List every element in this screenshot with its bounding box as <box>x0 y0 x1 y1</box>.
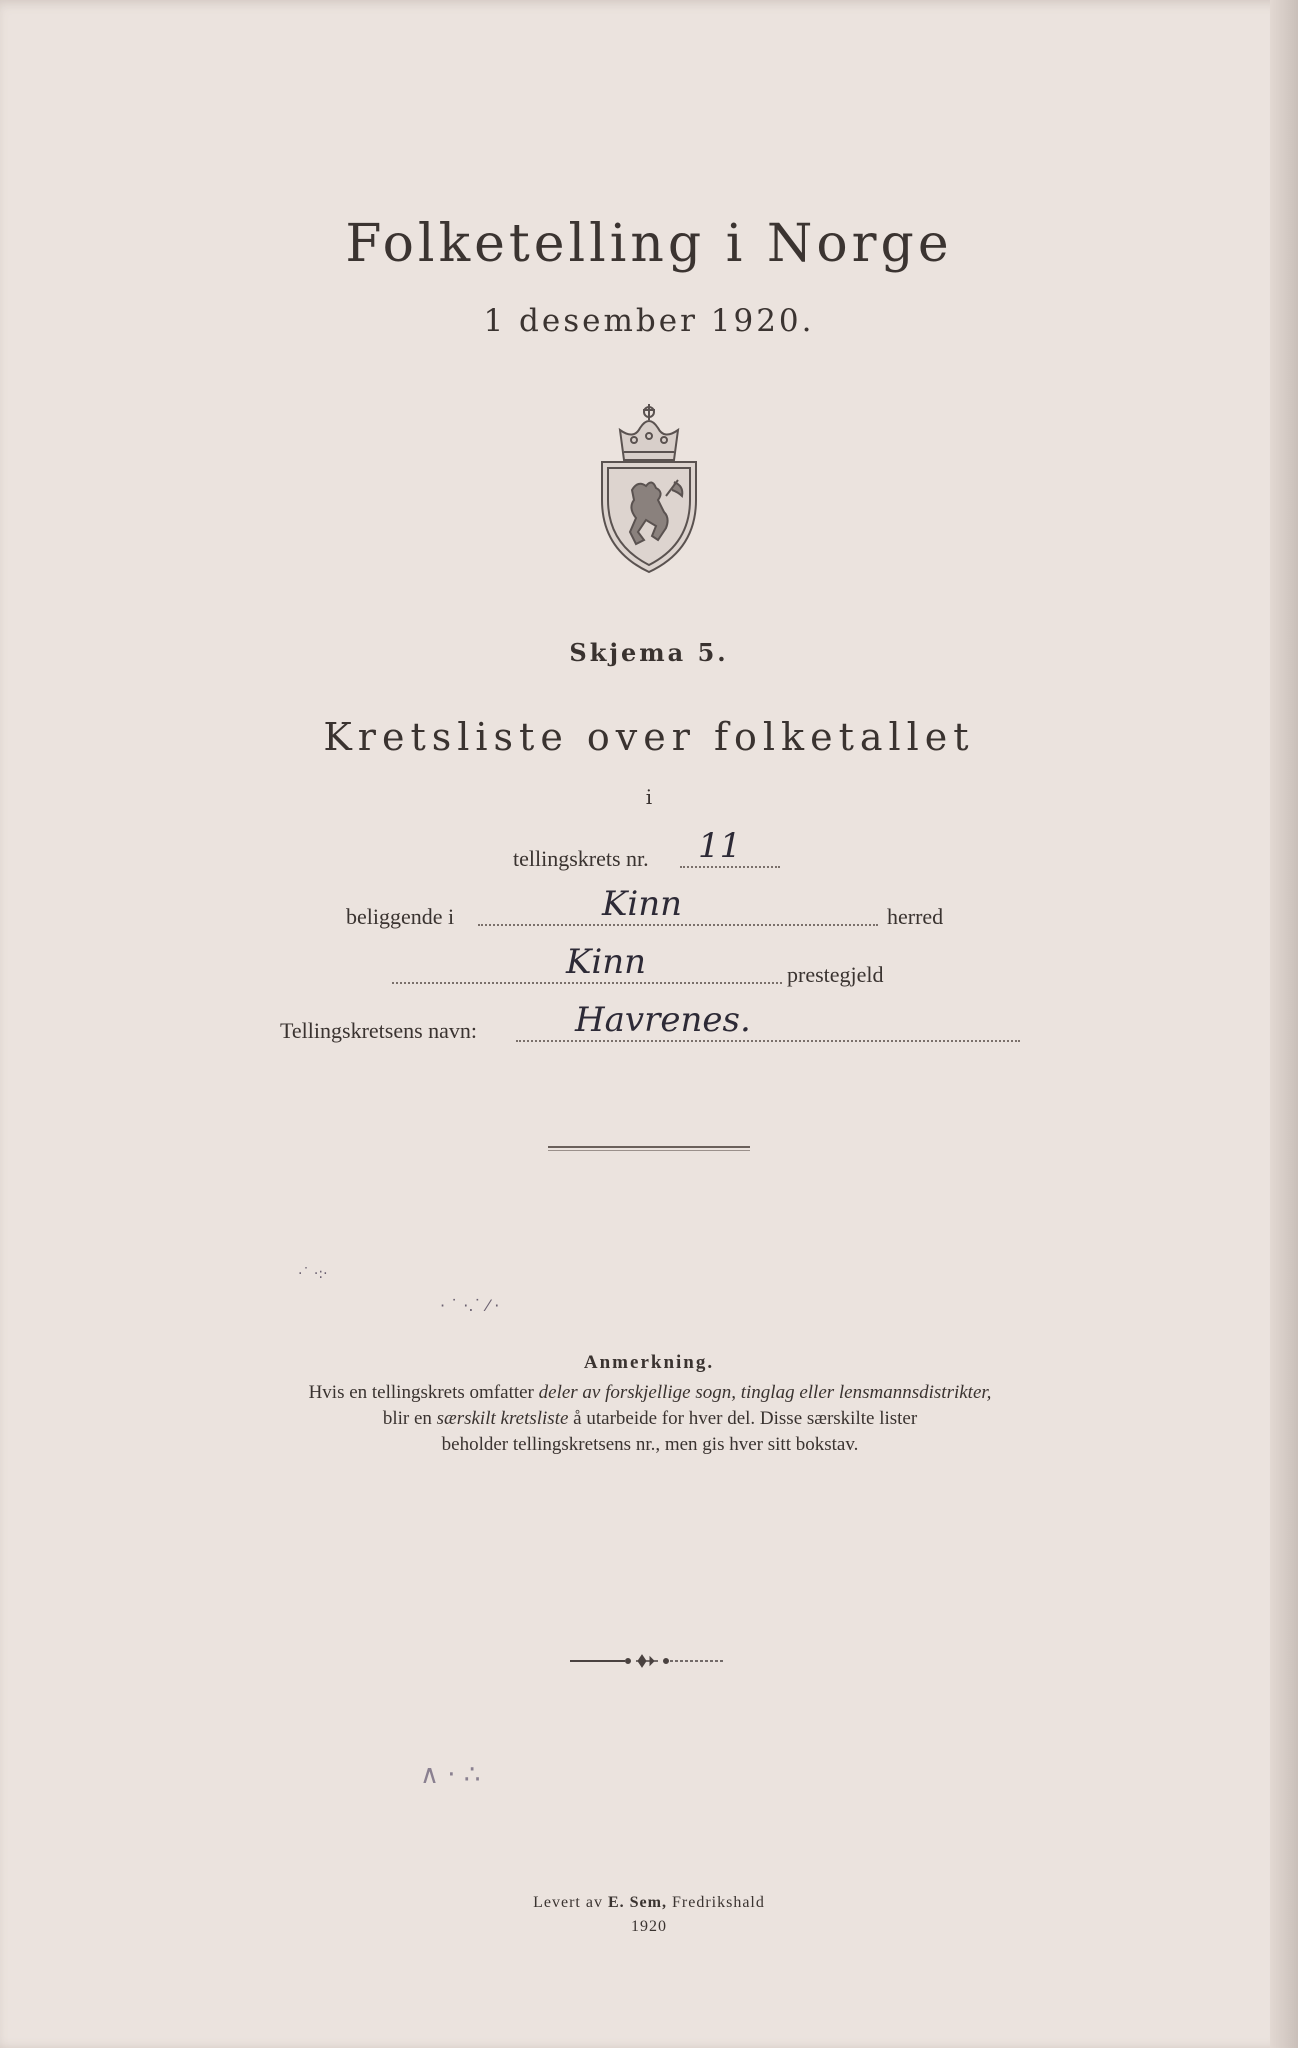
prestegjeld-line <box>392 982 782 984</box>
prestegjeld-label: prestegjeld <box>787 962 884 987</box>
tellingskrets-value: 11 <box>698 826 742 866</box>
herred-value: Kinn <box>602 884 683 924</box>
connector-text: i <box>645 785 653 809</box>
printer-credit-a: Levert av <box>533 1894 608 1911</box>
prestegjeld-value: Kinn <box>566 942 647 982</box>
printer-credit <box>0 1894 1298 1912</box>
beliggende-label: beliggende i <box>346 904 455 929</box>
note-line-2-c: å utarbeide for hver del. Disse særskilte lister <box>568 1408 918 1429</box>
tellingskrets-line <box>680 866 780 868</box>
printer-year: 1920 <box>631 1918 667 1935</box>
document-title: Folketelling i Norge <box>345 214 953 274</box>
stray-mark: · ˙ ·.˙ ⁄ · <box>440 1296 500 1315</box>
divider-rule-thin <box>548 1150 750 1151</box>
document-date: 1 desember 1920. <box>483 303 815 339</box>
navn-line <box>516 1040 1020 1042</box>
tellingskrets-label: tellingskrets nr. <box>513 846 649 871</box>
form-number: Skjema 5. <box>569 638 729 667</box>
norwegian-coat-of-arms-icon <box>594 400 704 575</box>
stray-mark: ∧ · ∴ <box>420 1760 481 1790</box>
note-line-1-b: deler av forskjellige sogn, tinglag eller lensmannsdistrikter, <box>538 1382 992 1403</box>
note-line-1 <box>200 1380 1100 1406</box>
note-line-2-b: særskilt kretsliste <box>436 1408 569 1429</box>
divider-ornament-icon <box>570 1651 725 1671</box>
form-heading: Kretsliste over folketallet <box>323 715 975 759</box>
navn-label: Tellingskretsens navn: <box>280 1018 478 1043</box>
note-heading: Anmerkning. <box>583 1352 715 1373</box>
herred-line <box>478 924 878 926</box>
note-line-2 <box>200 1406 1100 1432</box>
stray-mark: ·˙ ·:· <box>298 1266 328 1282</box>
navn-value: Havrenes. <box>575 1000 751 1040</box>
note-line-3: beholder tellingskretsens nr., men gis hver sitt bokstav. <box>441 1434 859 1455</box>
herred-label: herred <box>887 904 944 929</box>
divider-rule <box>548 1146 750 1148</box>
printer-credit-c: Fredrikshald <box>666 1894 765 1911</box>
note-line-2-a: blir en <box>382 1408 437 1429</box>
note-line-1-a: Hvis en tellingskrets omfatter <box>308 1382 539 1403</box>
printer-name: E. Sem, <box>607 1894 667 1911</box>
